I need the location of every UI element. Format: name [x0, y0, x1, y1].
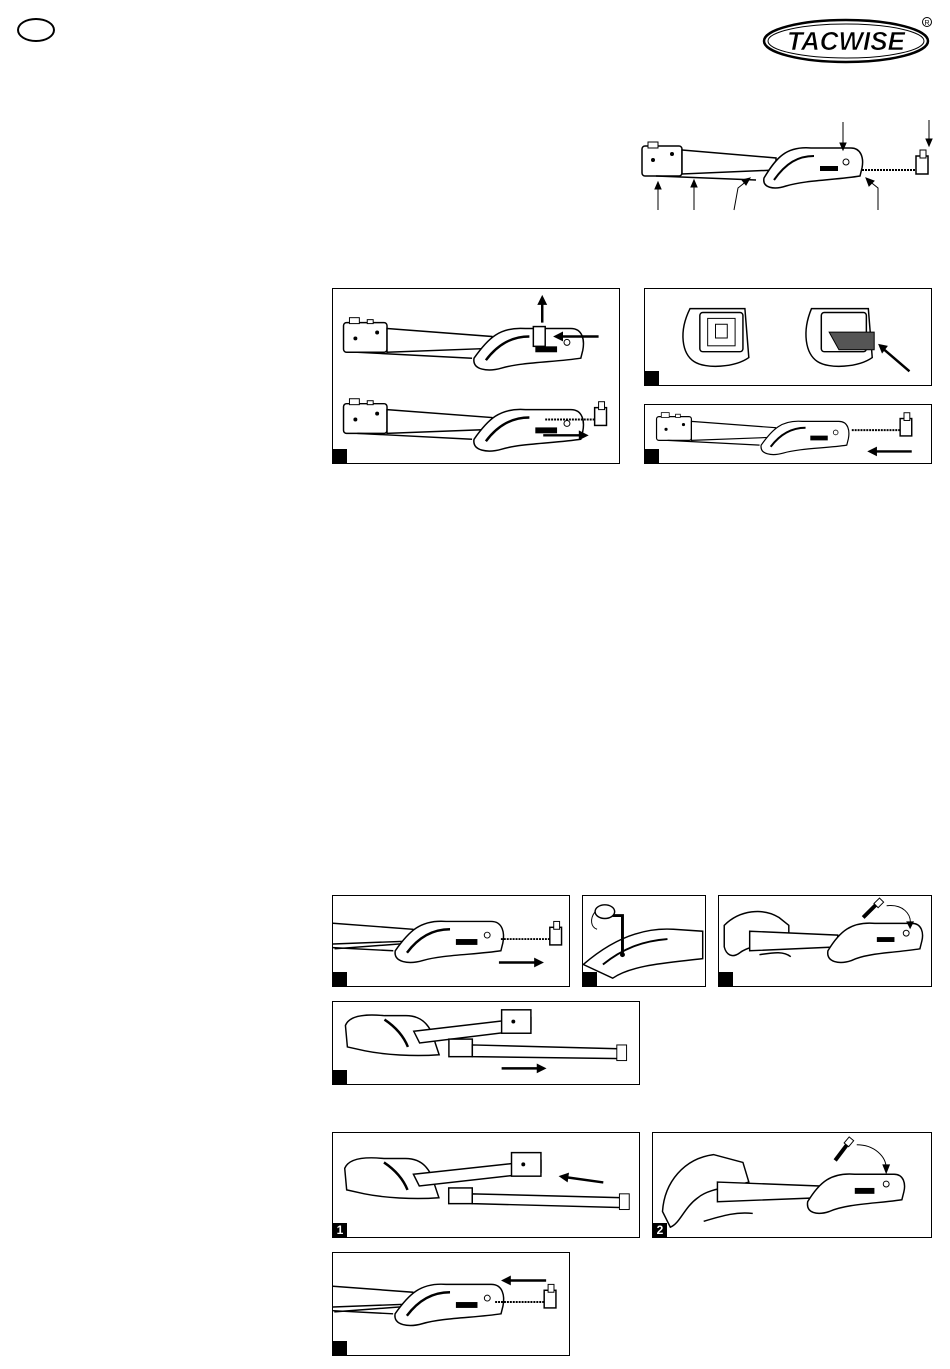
disassembly-illustration — [333, 1002, 639, 1084]
loading-illustration-a — [333, 289, 619, 463]
tool-overview-illustration — [636, 118, 936, 214]
magazine-end-views — [645, 289, 931, 385]
hex-key-illustration — [583, 896, 705, 986]
arrow-icon — [501, 1276, 546, 1286]
arrow-icon — [499, 958, 544, 968]
brand-logo-text: TACWISE — [787, 26, 905, 56]
brand-logo — [762, 16, 934, 64]
step-marker — [333, 972, 347, 986]
language-badge-icon — [17, 18, 55, 42]
arrow-icon — [867, 447, 911, 457]
reassembly-illustration-2 — [653, 1133, 931, 1237]
step-marker-2: 2 — [653, 1223, 667, 1237]
figure-panel-reassembly-1 — [332, 1132, 640, 1238]
arrow-icon — [878, 344, 909, 371]
screw-icon — [835, 1137, 854, 1161]
step-marker — [645, 371, 659, 385]
step-marker — [333, 1341, 347, 1355]
step-marker — [719, 972, 733, 986]
step-marker-1: 1 — [333, 1223, 347, 1237]
step-marker — [333, 449, 347, 463]
spring-removal-illustration — [333, 896, 569, 986]
registered-mark: R — [924, 20, 930, 27]
figure-panel-spring-out — [332, 895, 570, 987]
arrow-icon — [502, 1064, 547, 1074]
hand-icon — [592, 905, 615, 929]
arrow-icon — [537, 295, 547, 323]
figure-panel-reassembly-2 — [652, 1132, 932, 1238]
spring-return-illustration — [645, 405, 931, 463]
screw-icon — [863, 898, 883, 918]
figure-panel-b — [644, 288, 932, 386]
screw-removal-illustration — [719, 896, 931, 986]
reassembly-illustration-1 — [333, 1133, 639, 1237]
arrow-icon — [558, 1171, 604, 1187]
step-marker — [583, 972, 597, 986]
step-marker — [645, 449, 659, 463]
step-marker — [333, 1070, 347, 1084]
spring-reinsert-illustration — [333, 1253, 569, 1355]
figure-panel-a — [332, 288, 620, 464]
figure-panel-c — [644, 404, 932, 464]
figure-panel-screw-out — [718, 895, 932, 987]
figure-panel-disassembly — [332, 1001, 640, 1085]
figure-panel-reinsert-spring — [332, 1252, 570, 1356]
figure-panel-hex-key — [582, 895, 706, 987]
